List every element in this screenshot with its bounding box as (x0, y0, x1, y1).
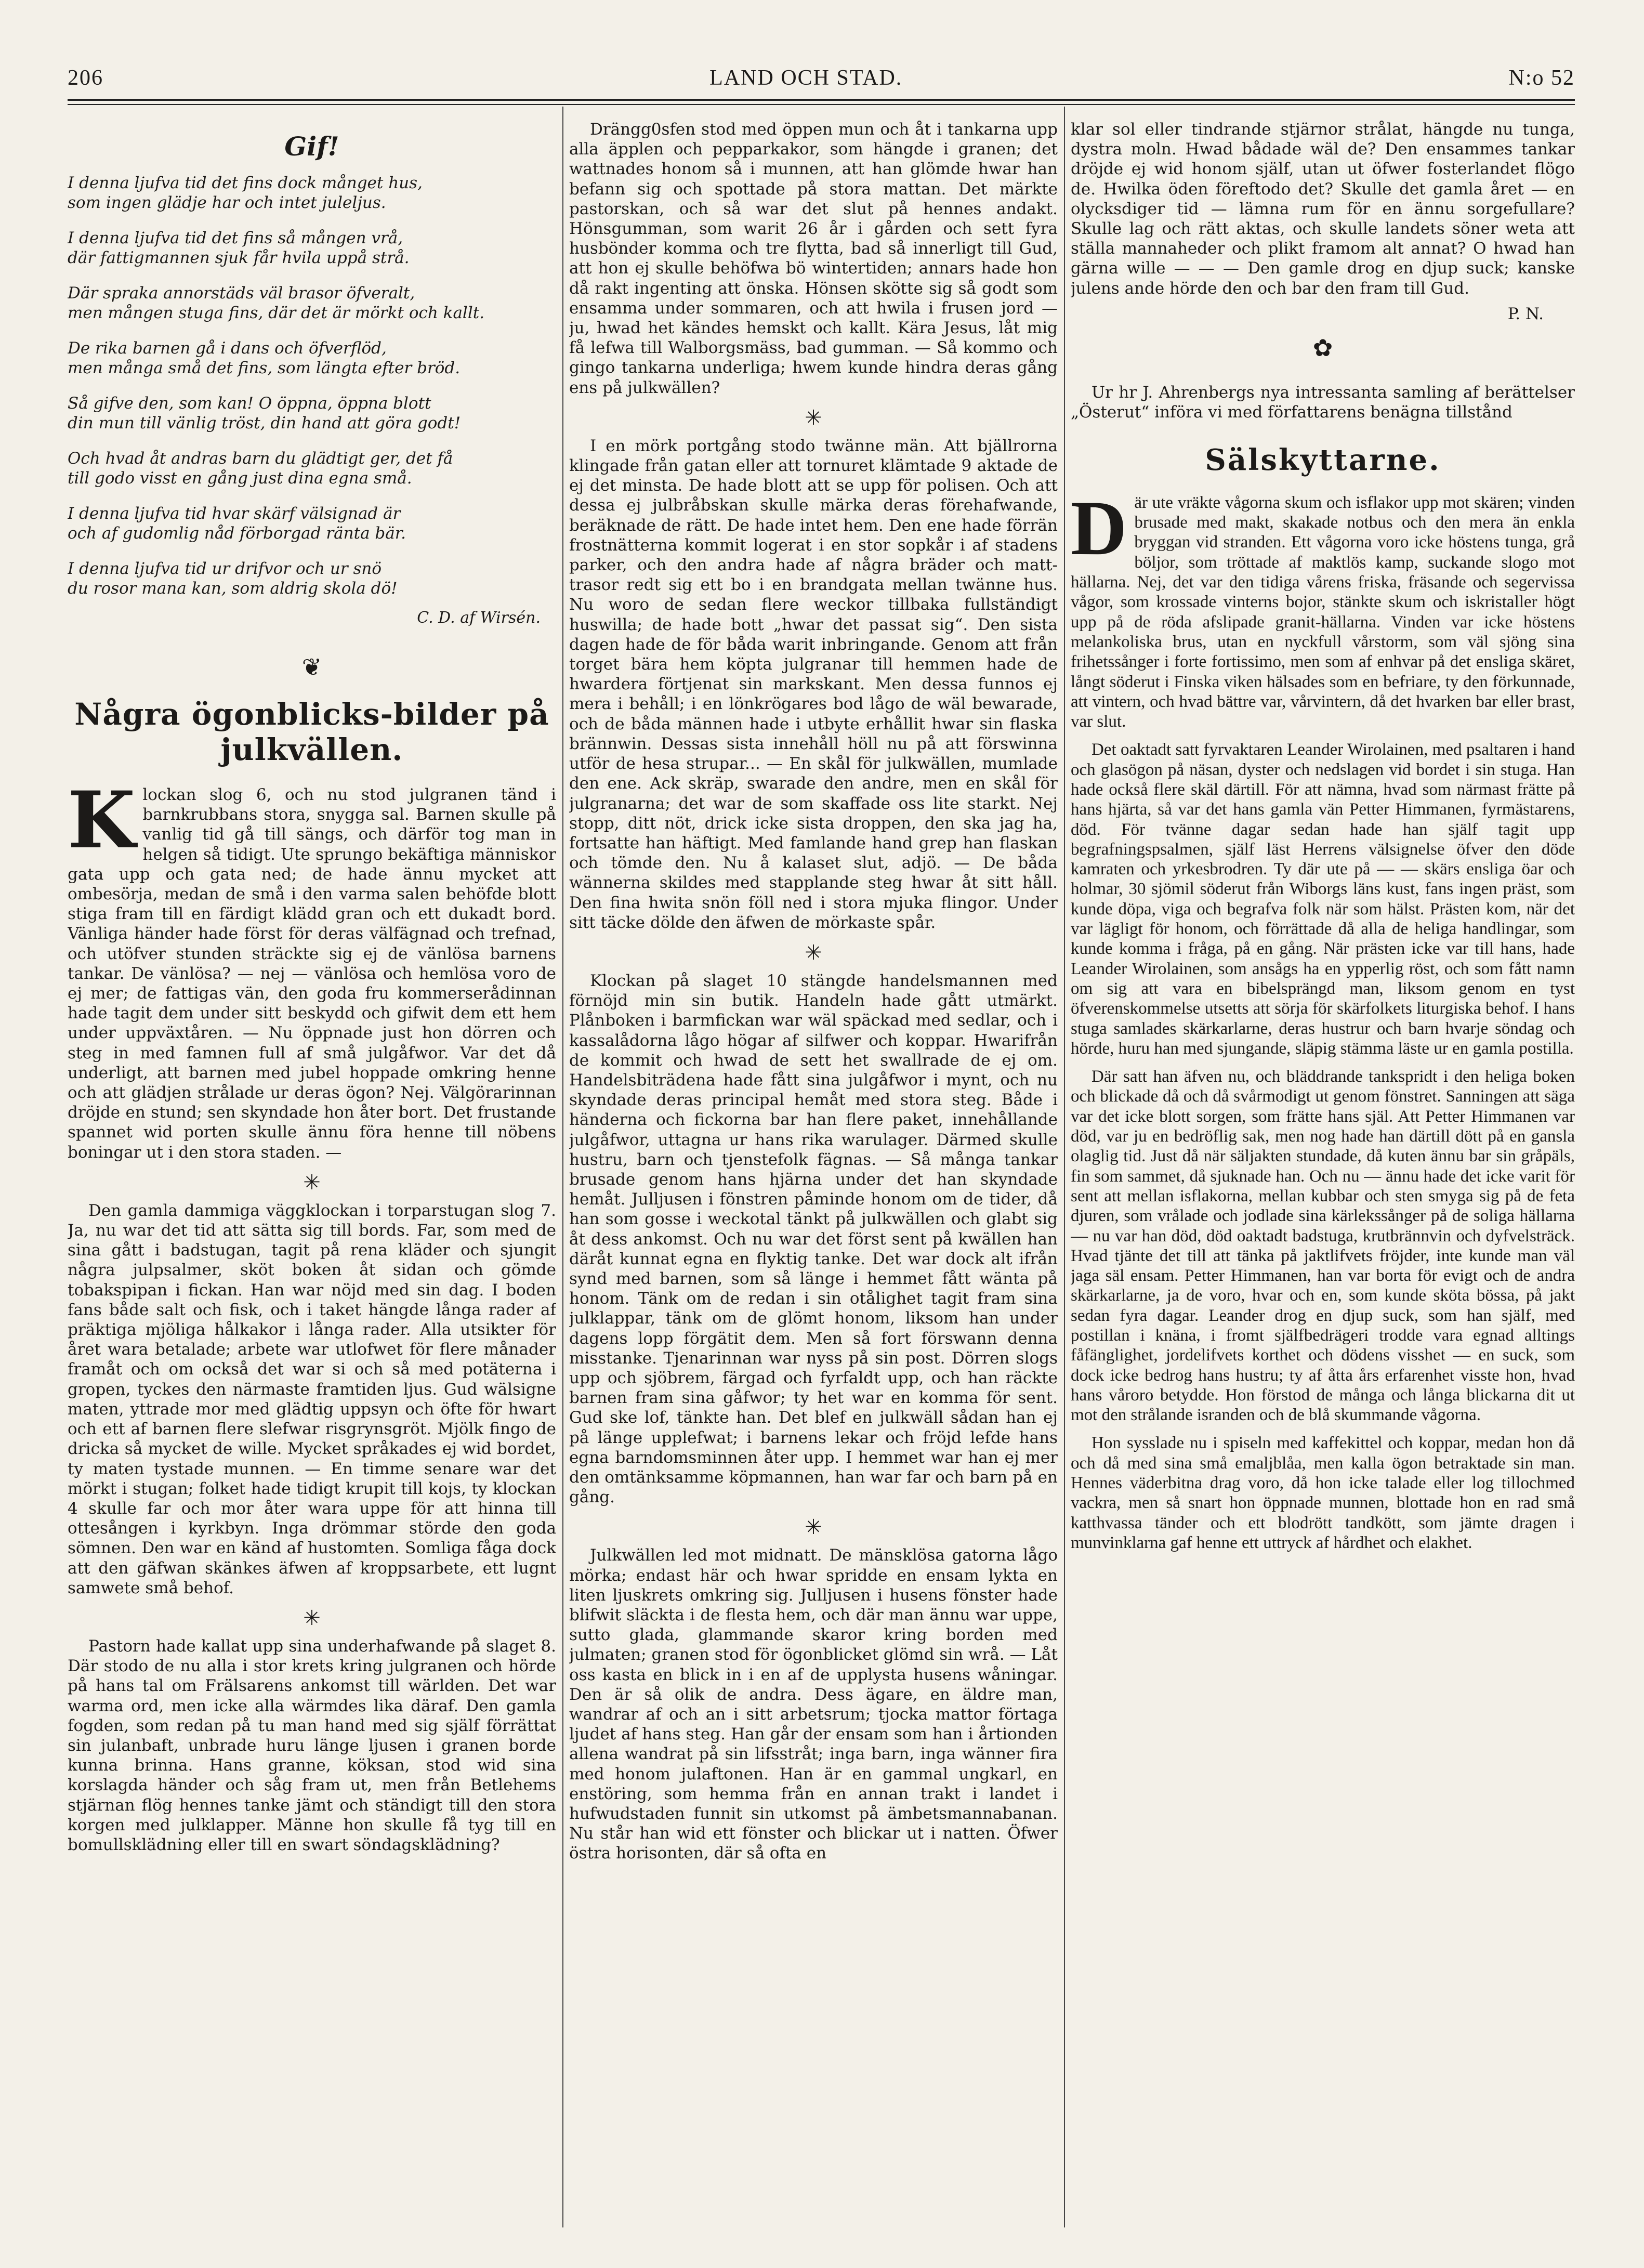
poem-line: De rika barnen gå i dans och öfverflöd, (68, 339, 387, 358)
publication-title: LAND OCH STAD. (709, 66, 903, 90)
poem-author: C. D. af Wirsén. (417, 609, 541, 627)
story-body (1071, 484, 1575, 1553)
story-intro: Ur hr J. Ahrenbergs nya intressanta samling af berättelser „Österut“ införa vi med författarens benägna tillstånd (1071, 383, 1575, 422)
poem-line: till godo visst en gång just dina egna små. (68, 469, 412, 488)
section-separator-icon: ✳ (303, 1170, 321, 1195)
header-rule (68, 99, 1575, 101)
poem-line: din mun till vänlig tröst, din hand att göra godt! (68, 414, 461, 432)
flower-ornament-icon: ✿ (1312, 333, 1333, 362)
page-number: 206 (68, 66, 103, 90)
poem-stanza (68, 504, 556, 543)
article-signature: P. N. (1507, 304, 1544, 323)
drop-cap: K (68, 775, 136, 866)
poem-line: I denna ljufva tid det fins så mången vrå, (68, 229, 403, 247)
column-divider (1064, 107, 1065, 2227)
article-paragraph: Drängg0sfen stod med öppen mun och åt i tankarna upp alla äpplen och pepparkakor, som hängde i granen; det wattnades honom så i munnen, att han glömde hwar han befann sig och spottade på stora mattan. Det märkte pastorskan, och så war det slut på hennes andakt. Hönsgumman, som warit 26 år i gården och sett fyra husbönder komma och tre flytta, bad så innerligt till Gud, att hon ej skulle behöfwa bö wintertiden; annars hade hon då rakt ingenting att önska. Hönsen skötte sig så godt som ensamma under sommaren, och att hwila i frusen jord — ju, hwad het kändes hemskt och kallt. Kära Jesus, låt mig få lefwa till Walborgsmäss, bad gumman. — Så kommo och gingo tankarna underliga; hwem kunde hindra deras gång ens på julkwällen? (569, 120, 1058, 397)
article-paragraph: Den gamla dammiga väggklockan i torparstugan slog 7. Ja, nu war det tid att sätta sig till bords. Far, som med de sina gått i badstugan, tagit på rena kläder och sjungit några julpsalmer, sköt boken åt sidan och gömde tobakspipan i fickan. Han war nöjd med sin dag. I boden fans både salt och fisk, och i taket hängde långa rader af präktiga mjöliga hålkakor i långa rader. Alla utsikter för året wara betalade; arbete war utlofwet för flere månader framåt och om också det war si och så med potäterna i gropen, tyckes den närmaste framtiden ljus. Gud wälsigne maten, yttrade mor med glädtig uppsyn och öfte för hwart och ett af barnen flere slefwar risgrynsgröt. Mjölk fingo de dricka så mycket de wille. Mycket språkades ej wid bordet, ty maten tystade munnen. — En timme senare war det mörkt i stugan; folket hade tidigt krupit till kojs, ty klockan 4 skulle far och mor åter wara uppe för att hinna till ottesången i kyrkbyn. Inga drömmar störde den goda sömnen. Den war en känd af hustomten. Somliga fåga dock att den gäfwan skänkes äfwen af kroppsarbete, ett lugnt samwete små behof. (68, 1201, 556, 1597)
article-paragraph: Hon sysslade nu i spiseln med kaffekittel och koppar, medan hon då och då med sina små emaljblåa, men kalla ögon betraktade sin man. Hennes väderbitna drag voro, då hon icke talade eller log tillochmed vackra, men så snart hon öppnade munnen, blottade hon en rad små katthvassa tänder och ett blodrött tandkött, som jämte dragen i munvinklarna gaf henne ett uttryck af hårdhet och elakhet. (1071, 1434, 1575, 1552)
poem-line: och af gudomlig nåd förborgad ränta bär. (68, 524, 406, 543)
poem-line: du rosor mana kan, som aldrig skola dö! (68, 579, 398, 598)
article-paragraph: I en mörk portgång stodo twänne män. Att bjällrorna klingade från gatan eller att tornuret klämtade 9 aktade de ej det minsta. De hade blott att se upp för polisen. Och att dessa ej julbråbskan skulle märka deras förehafwande, beräknade de rätt. De hade intet hem. Den ene hade förrän frostnätterna kommit logerat i en stor sopkår i af stadens parker, och den andra hade af några bräder och matt-trasor redt sig ett bo i en brandgata mellan twänne hus. Nu woro de sedan flere weckor tillbaka fullständigt huswilla; de hade bott „hwar det passat sig“. Den sista dagen hade de för båda warit inbringande. Genom att från torget bära hem köpta julgranar till hemmen hade de hwardera förtjenat sin markskant. Men dessa funnos ej mera i behåll; i en lönkrögares bod lågo de wäl bewarade, och de båda männen hade i utbyte erhållit hwar sin flaska brännwin. Dessas sista innehåll höll nu på att förswinna utför de hesa strupar... — En skål för julkwällen, mumlade den ene. Ack skräp, swarade den andre, men en skål för julgranarna; det war de som skaffade oss lite starkt. Nej stopp, ditt nöt, drick icke sista droppen, den ska jag ha, fortsatte han häftigt. Med famlande hand grep han flaskan och tömde den. Nu å kalaset slut, adjö. — De båda wännerna skildes med stapplande steg hwar åt sitt håll. Den fina hwita snön föll ned i stora mjuka flingor. Under sitt täcke dölde den äfwen de mörkaste spår. (569, 436, 1058, 932)
section-separator-icon: ✳ (805, 940, 822, 965)
column-1 (68, 120, 556, 2225)
poem-line: men många små det fins, som längta efter bröd. (68, 359, 461, 377)
poem-line: I denna ljufva tid det fins dock månget hus, (68, 174, 423, 192)
poem-stanza (68, 449, 556, 488)
article-title: Några ögonblicks-bilder på julkvällen. (74, 697, 549, 767)
drop-cap: D (1071, 484, 1127, 571)
poem-title: Gif! (284, 131, 339, 162)
poem-line: men mången stuga fins, där det är mörkt och kallt. (68, 304, 485, 322)
section-separator-icon: ✳ (805, 405, 822, 430)
article-body (68, 775, 556, 1855)
poem-stanza (68, 228, 556, 268)
poem-stanza (68, 559, 556, 598)
poem-line: som ingen glädje har och intet juleljus. (68, 193, 386, 212)
section-separator-icon: ✳ (805, 1515, 822, 1540)
poem-line: I denna ljufva tid ur drifvor och ur snö (68, 559, 382, 578)
poem-body (68, 173, 556, 598)
poem-line: där fattigmannen sjuk får hvila uppå strå. (68, 248, 410, 267)
story-title: Sälskyttarne. (1205, 442, 1441, 477)
poem-stanza (68, 394, 556, 433)
paragraph-text: lockan slog 6, och nu stod julgranen tänd i barnkrubbans stora, snygga sal. Barnen skulle på vanlig tid gå till sängs, och därför tog man in helgen så tidigt. Ute sprungo bekäftiga människor gata upp och gata ned; de hade ännu mycket att ombesörja, medan de små i den varma salen behöfde blott stiga fram till en färdigt klädd gran och ett dukadt bord. Vänliga händer hade först för deras välfägnad och trefnad, och utöfver stunden sträckte sig ej de vänlösa barnens tankar. De vänlösa? — nej — vänlösa och hemlösa voro de ej mer; de fattigas vän, den goda fru kommerserådinnan hade tagit dem under sitt beskydd och gifwit dem ett hem under uppväxtåren. — Nu öppnade just hon dörren och steg in med famnen full af små julgåfwor. Var det då underligt, att barnen med jubel hoppade omkring henne och att glädjen strålade ur deras ögon? Nej. Välgörarinnan dröjde en stund; sen skyndade hon åter bort. Det frustande spannet wid porten skulle ännu föra henne till nöbens boningar ut i den stora staden. — (68, 785, 556, 1162)
poem-stanza (68, 283, 556, 323)
article-paragraph: klar sol eller tindrande stjärnor strålat, hängde nu tunga, dystra moln. Hwad bådade wäl de? Den ensammes tankar dröjde ej wid honom själf, utan ut öfwer fosterlandet flögo de. Hwilka öden föreftodo det? Skulle det gamla året — en olycksdiger tid — lämna rum för en ännu sorgefullare? Skulle lag och rätt aktas, och skulle landets söner weta att ställa mannaheder och plikt framom alt annat? O hwad han gärna wille — — — Den gamle drog en djup suck; kanske julens ande hörde den och bar den fram till Gud. (1071, 120, 1575, 298)
poem-line: I denna ljufva tid hvar skärf välsignad är (68, 504, 401, 523)
ornament-icon: ❦ (301, 653, 322, 681)
page-header (68, 57, 1575, 99)
poem-line: Så gifve den, som kan! O öppna, öppna blott (68, 394, 431, 413)
article-body-continued (569, 120, 1058, 1864)
column-divider (562, 107, 563, 2227)
article-paragraph (1071, 484, 1575, 732)
article-paragraph: Klockan på slaget 10 stängde handelsmannen med förnöjd min sin butik. Handeln hade gått utmärkt. Plånboken i barmfickan war wäl späckad med sedlar, och i kassalådorna lågo högar af silfwer och koppar. Hwarifrån de kommit och hwad de sett het swallrade de ej om. Handelsbiträdena hade fått sina julgåfwor i mynt, och nu skyndade deras principal hemåt med stora steg. Både i händerna och fickorna bar han flere paket, innehållande julgåfwor, uttagna ur hans rika warulager. Därmed skulle hustru, barn och tjenstefolk fägnas. — Så många tankar brusade genom hans hjärna under det han skyndade hemåt. Julljusen i fönstren påminde honom om de tider, då han som gosse i weckotal tänkt på julkwällen och glabt sig åt dess ankomst. Och nu war det först sent på kwällen han däråt kunnat egna en flyktig tanke. Det war dock alt ifrån synd med barnen, som så länge i hemmet fått wänta på honom. Tänk om de redan i sin otålighet tagit fram sina julklappar, tänk om de glömt honom, liksom han under dagens lopp förgätit dem. Men så fort förswann denna misstanke. Tjenarinnan war nyss på sin post. Dörren slogs upp och sjöbrem, färgad och fyrfaldt upp, och han räckte barnen fram sina gåfwor; ty het war en komma för sent. Gud ske lof, tänkte han. Det blef en julkwäll sådan han ej på länge upplefwat; i barnens lekar och fröjd lefde hans egna barndomsminnen åter upp. I hemmet war han ej mer den omtänksamme köpmannen, han war far och barn på en gång. (569, 971, 1058, 1507)
article-paragraph: Där satt han äfven nu, och bläddrande tankspridt i den heliga boken och blickade då och då svårmodigt ut genom fönstret. Sanningen att säga var det icke blott sorgen, som frätte hans själ. Att Petter Himmanen var död, var ju en bedröflig sak, men nog hade han därtill dött på en gansla olaglig tid. Just då när säljakten stundade, då kuten ännu bar sin gråpäls, fin som sammet, då sjuknade han. Och nu — ännu hade det icke varit för sent att mellan isflakorna, mellan kubbar och sten smyga sig på de feta djuren, som vrålade och jodlade sina kärlekssånger på de soliga hällarna — nu var han död, död oaktadt badstuga, krutbrännvin och dyfvelsträck. Hvad tjänte det till att tänka på jaktlifvets fröjder, inte kunde man väl jaga säl ensam. Petter Himmanen, han var borta för evigt och de andra skärkarlarne, ja de voro, hvar och en, som kunde sköta bössa, på jakt sedan fyra dagar. Leander drog en djup suck, som han själf, med postillan i knäna, i fromt själfbedrägeri trodde vara egnad alltings fåfänglighet, jordelifvets korthet och dödens visshet — en suck, som dock icke bedrog hans hustru; ty af åtta års erfarenhet visste hon, hvad hans våroro betydde. Hon förstod de många och långa blickarna dit ut mot den strålande isranden och de blå skummande vågorna. (1071, 1067, 1575, 1425)
poem-stanza (68, 338, 556, 378)
column-2 (569, 120, 1058, 2225)
column-3 (1071, 120, 1575, 2225)
article-paragraph: Pastorn hade kallat upp sina underhafwande på slaget 8. Där stodo de nu alla i stor krets kring julgranen och hörde på hans tal om Frälsarens ankomst till wärlden. Det war warma ord, men icke alla wärmdes lika däraf. Den gamla fogden, som redan på tu man hand med sig själf förrättat sin julanbaft, unbrade huru länge ljusen i granen borde kunna brinna. Hans granne, köksan, stod wid sina korslagda händer och såg fram ut, men från Betlehems stjärnan flög hennes tanke jämt och ständigt till den stora korgen med julklapper. Männe hon skulle få tyg till en bomullsklädning eller till en swart söndagsklädning? (68, 1636, 556, 1854)
article-paragraph (68, 775, 556, 1162)
article-paragraph: Det oaktadt satt fyrvaktaren Leander Wirolainen, med psaltaren i hand och glasögon på näsan, dyster och nedslagen vid bordet i sin stuga. Han hade också flere skäl därtill. För att nämna, hvad som närmast frätte på hans hjärta, så var det hans gamla vän Petter Himmanen, fyrmästarens, död. För tvänne dagar sedan hade han själf tagit upp begrafningspsalmen, själf läst Herrens välsignelse öfver den döde kamraten och yrkesbrodren. Ty där ute på — — skärs ensliga öar och holmar, 30 sjömil söderut från Wiborgs läns kust, fans ingen präst, som kunde döpa, viga och begrafva folk när som hälst. Prästen kom, när det var lägligt för honom, och förrättade då alla de heliga handlingar, som kunde komma i fråga, på en gång. När prästen icke var till hans, hade Leander Wirolainen, som ansågs ha en ypperlig röst, och som fått namn om sig att vara en bibelsprängd man, liksom genom en tyst öfverenskommelse utsetts att sörja för skärfolkets liturgiska behof. I hans stuga samlades skärkarlarne, deras hustrur och barn hvarje söndag och hörde, huru han med sjungande, släpig stämma läste ur en gamla postilla. (1071, 740, 1575, 1058)
poem-stanza (68, 173, 556, 213)
header-rule-thin (68, 104, 1575, 105)
issue-number: N:o 52 (1508, 66, 1575, 90)
section-separator-icon: ✳ (303, 1606, 321, 1630)
poem-line: Och hvad åt andras barn du glädtigt ger, det få (68, 449, 453, 468)
poem-line: Där spraka annorstäds väl brasor öfveralt, (68, 284, 415, 303)
paragraph-text: är ute vräkte vågorna skum och isflakor upp mot skären; vinden brusade med makt, skakade notbus och den mera än enkla bryggan vid stranden. Ett vågorna voro icke höstens tunga, grå böljor, som tröttade af maktlös kamp, suckande slogo mot hällarna. Nej, det var den tidiga vårens friska, fräsande och segervissa vågor, som krossade vinterns bojor, stänkte skum och iskristaller högt upp på de röda afslipade granit-hällarna. Vinden var icke höstens melankoliska brus, utan en nyckfull vårstorm, som väl sjöng sina frihetssånger i forte fortissimo, men som af enhvar på det ensliga skäret, långt söderut i Finska viken hälsades som en befriare, ty den förkunnade, att vintern, och hvad bättre var, vårvintern, då det hvarken bar eller brast, var slut. (1071, 493, 1575, 731)
article-paragraph: Julkwällen led mot midnatt. De mänsklösa gatorna lågo mörka; endast här och hwar spridde en ensam lykta en liten ljuskrets omkring sig. Julljusen i husens fönster hade blifwit släckta i de flesta hem, och där man ännu war uppe, sutto glada, glammande skaror kring borden med julmaten; granen stod för ögonblicket glömd sin wrå. — Låt oss kasta en blick in i en af de upplysta husens wåningar. Den är så olik de andra. Dess ägare, en äldre man, wandrar af och an i sitt arbetsrum; tjocka mattor förtaga ljudet af hans steg. Han går der ensam som han i årtionden allena wandrat på sin lifsstråt; inga barn, inga wänner fira med honom julaftonen. Han är en gammal ungkarl, en enstöring, som hemma från en annan trakt i landet i hufwudstaden funnit sin utkomst på ämbetsmannabanan. Nu står han wid ett fönster och blickar ut i natten. Öfwer östra horisonten, där så ofta en (569, 1546, 1058, 1863)
